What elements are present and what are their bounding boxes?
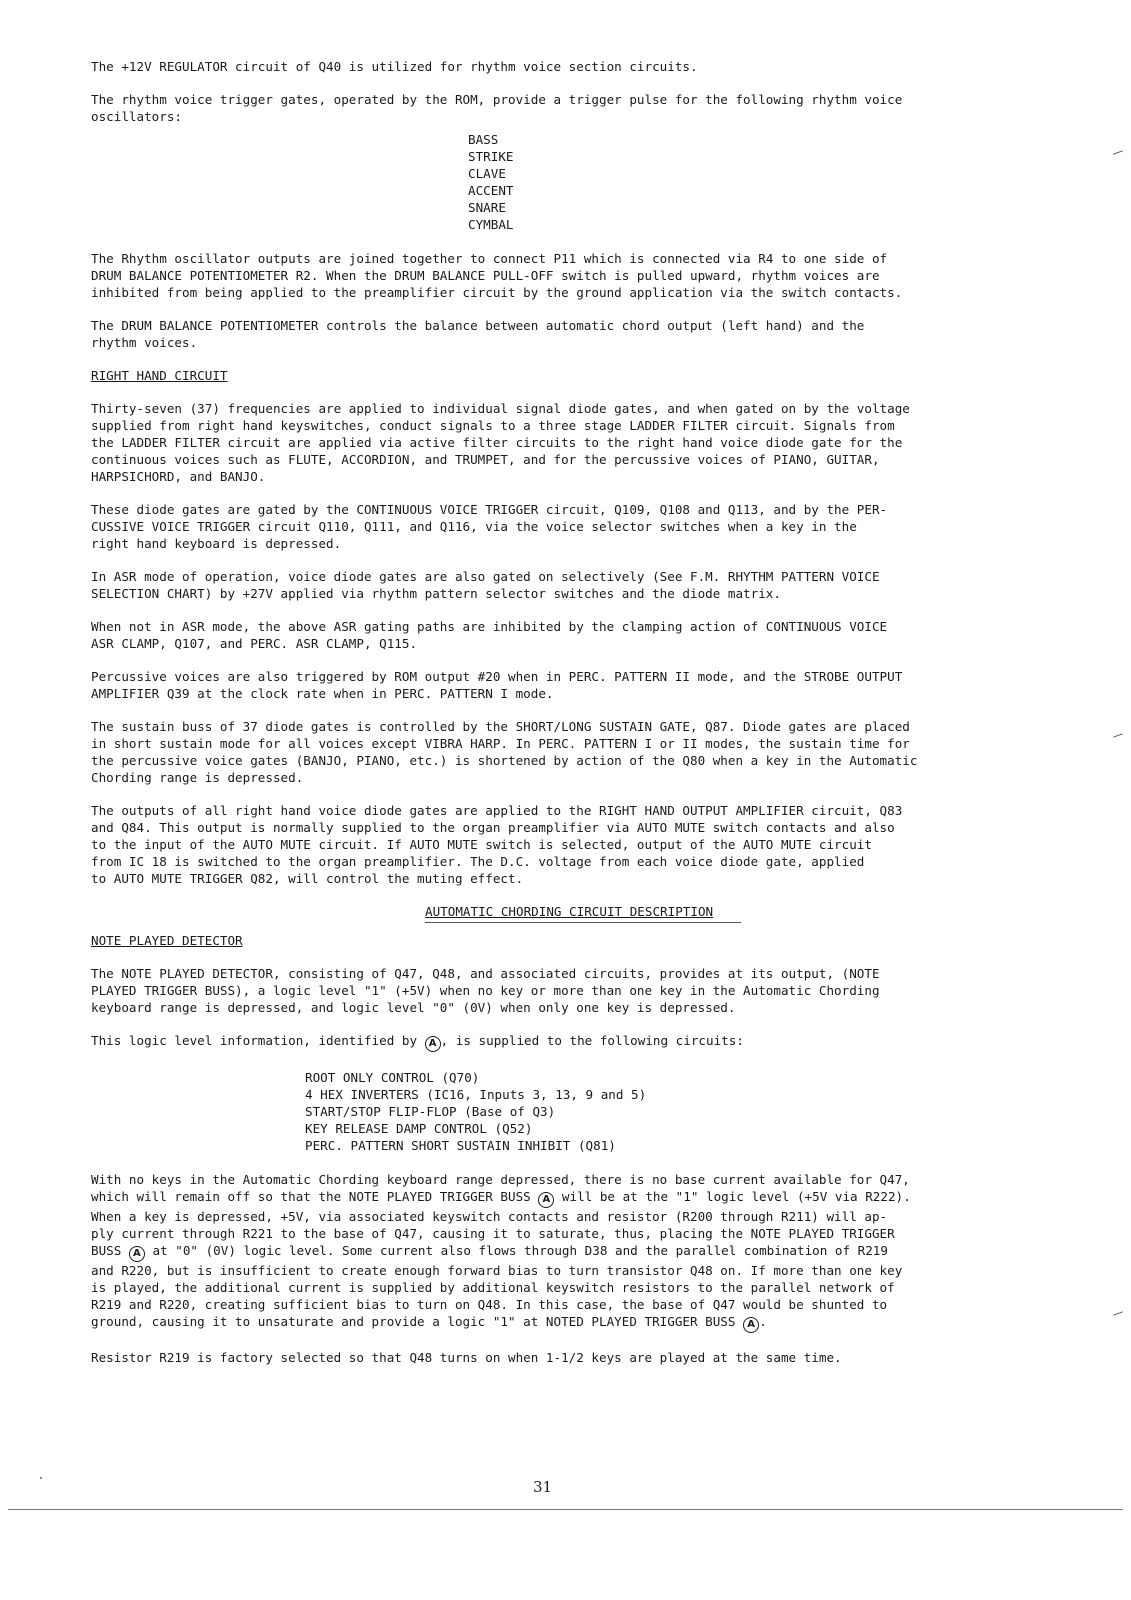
paragraph-diode-gates: These diode gates are gated by the CONTINUOUS VOICE TRIGGER circuit, Q109, Q108 and Q113, and by the PER- CUSSIVE VOICE TRIGGER circuit Q110, Q111, and Q116, via the voice selector switches when a key in the right hand keyboard is depressed. <box>91 502 888 551</box>
list-item: SNARE <box>468 200 506 215</box>
paragraph-trigger-gates: The rhythm voice trigger gates, operated by the ROM, provide a trigger pulse for the following rhythm voice oscillators: <box>91 92 903 124</box>
list-item: ACCENT <box>468 183 514 198</box>
paragraph-logic-level <box>91 1032 1011 1052</box>
paragraph-resistor-r219: Resistor R219 is factory selected so that Q48 turns on when 1-1/2 keys are played at the same time. <box>91 1350 842 1365</box>
margin-mark <box>1113 733 1123 737</box>
circled-a-symbol: A <box>743 1317 759 1333</box>
paragraph-regulator: The +12V REGULATOR circuit of Q40 is utilized for rhythm voice section circuits. <box>91 59 698 74</box>
paragraph-frequencies: Thirty-seven (37) frequencies are applied to individual signal diode gates, and when gated on by the voltage supplied from right hand keyswitches, conduct signals to a three stage LADDER FILTER circuit. Signals from the LADDER FILTER circuit are applied via active filter circuits to the right hand voice diode gate for the continuous voices such as FLUTE, ACCORDION, and TRUMPET, and for the percussive voices of PIANO, GUITAR, HARPSICHORD, and BANJO. <box>91 401 910 484</box>
circuit-list <box>91 1069 1011 1154</box>
scan-speck <box>40 1477 42 1479</box>
paragraph-asr-mode: In ASR mode of operation, voice diode gates are also gated on selectively (See F.M. RHYTHM PATTERN VOICE SELECTION CHART) by +27V applied via rhythm pattern selector switches and the diode matrix. <box>91 569 880 601</box>
footer-rule <box>8 1509 1123 1510</box>
list-item: CYMBAL <box>468 217 514 232</box>
list-item: BASS <box>468 132 499 147</box>
list-item: STRIKE <box>468 149 514 164</box>
text-column <box>91 58 1011 1382</box>
list-item: KEY RELEASE DAMP CONTROL (Q52) <box>305 1121 533 1136</box>
list-item: CLAVE <box>468 166 506 181</box>
heading-right-hand-circuit: RIGHT HAND CIRCUIT <box>91 368 228 383</box>
paragraph-asr-clamp: When not in ASR mode, the above ASR gating paths are inhibited by the clamping action of CONTINUOUS VOICE ASR CLAMP, Q107, and PERC. ASR CLAMP, Q115. <box>91 619 888 651</box>
text-run: This logic level information, identified by <box>91 1033 425 1048</box>
title-double-rule <box>425 922 741 923</box>
paragraph-note-played-detector: The NOTE PLAYED DETECTOR, consisting of Q47, Q48, and associated circuits, provides at its output, (NOTE PLAYED TRIGGER BUSS), a logic level "1" (+5V) when no key or more than one key in the Automatic Chording keyboard range is depressed, and logic level "0" (0V) when only one key is depressed. <box>91 966 880 1015</box>
paragraph-percussive: Percussive voices are also triggered by ROM output #20 when in PERC. PATTERN II mode, and the STROBE OUTPUT AMPLIFIER Q39 at the clock rate when in PERC. PATTERN I mode. <box>91 669 903 701</box>
paragraph-no-keys <box>91 1171 1011 1333</box>
text-run: will be at the "1" logic level (+5V via R222). When a key is depressed, +5V, via associated keyswitch contacts and resistor (R200 through R211) will ap- ply current through R221 to the base of Q47, causing it to saturate, thus, placing the NOTE PLAYED TRIGGER BUSS <box>91 1189 911 1258</box>
margin-mark <box>1113 1311 1123 1315</box>
list-item: START/STOP FLIP-FLOP (Base of Q3) <box>305 1104 556 1119</box>
circled-a-symbol: A <box>538 1192 554 1208</box>
section-title-text: AUTOMATIC CHORDING CIRCUIT DESCRIPTION <box>425 904 714 919</box>
paragraph-rhythm-oscillator: The Rhythm oscillator outputs are joined together to connect P11 which is connected via R4 to one side of DRUM BALANCE POTENTIOMETER R2. When the DRUM BALANCE PULL-OFF switch is pulled upward, rhythm voices are inhibited from being applied to the preamplifier circuit by the ground application via the switch contacts. <box>91 251 903 300</box>
list-item: PERC. PATTERN SHORT SUSTAIN INHIBIT (Q81) <box>305 1138 616 1153</box>
text-run: at "0" (0V) logic level. Some current also flows through D38 and the parallel combination of R219 and R220, but is insufficient to create enough forward bias to turn transistor Q48 on. If more than one key is played, the additional current is supplied by additional keyswitch resistors to the parallel network of R219 and R220, creating sufficient bias to turn on Q48. In this case, the base of Q47 would be shunted to ground, causing it to unsaturate and provide a logic "1" at NOTED PLAYED TRIGGER BUSS <box>91 1243 903 1329</box>
paragraph-drum-balance: The DRUM BALANCE POTENTIOMETER controls the balance between automatic chord output (left hand) and the rhythm voices. <box>91 318 865 350</box>
circled-a-symbol: A <box>129 1246 145 1262</box>
paragraph-outputs: The outputs of all right hand voice diode gates are applied to the RIGHT HAND OUTPUT AMPLIFIER circuit, Q83 and Q84. This output is normally supplied to the organ preamplifier via AUTO MUTE switch contacts and also to the input of the AUTO MUTE circuit. If AUTO MUTE switch is selected, output of the AUTO MUTE circuit from IC 18 is switched to the organ preamplifier. The D.C. voltage from each voice diode gate, applied to AUTO MUTE TRIGGER Q82, will control the muting effect. <box>91 803 903 886</box>
paragraph-sustain-buss: The sustain buss of 37 diode gates is controlled by the SHORT/LONG SUSTAIN GATE, Q87. Diode gates are placed in short sustain mode for all voices except VIBRA HARP. In PERC. PATTERN I or II modes, the sustain time for the percussive voice gates (BANJO, PIANO, etc.) is shortened by action of the Q80 when a key in the Automatic Chording range is depressed. <box>91 719 918 785</box>
text-run: . <box>759 1314 767 1329</box>
margin-mark <box>1113 150 1123 154</box>
section-title-auto-chording <box>91 903 745 920</box>
list-item: ROOT ONLY CONTROL (Q70) <box>305 1070 480 1085</box>
text-run: With no keys in the Automatic Chording keyboard range depressed, there is no base current available for Q47, which will remain off so that the NOTE PLAYED TRIGGER BUSS <box>91 1172 910 1204</box>
list-item: 4 HEX INVERTERS (IC16, Inputs 3, 13, 9 and 5) <box>305 1087 647 1102</box>
page-number: 31 <box>533 1478 553 1496</box>
rhythm-voice-list <box>91 131 1011 233</box>
circled-a-symbol: A <box>425 1036 441 1052</box>
text-run: , is supplied to the following circuits: <box>440 1033 744 1048</box>
heading-note-played-detector: NOTE PLAYED DETECTOR <box>91 933 243 948</box>
